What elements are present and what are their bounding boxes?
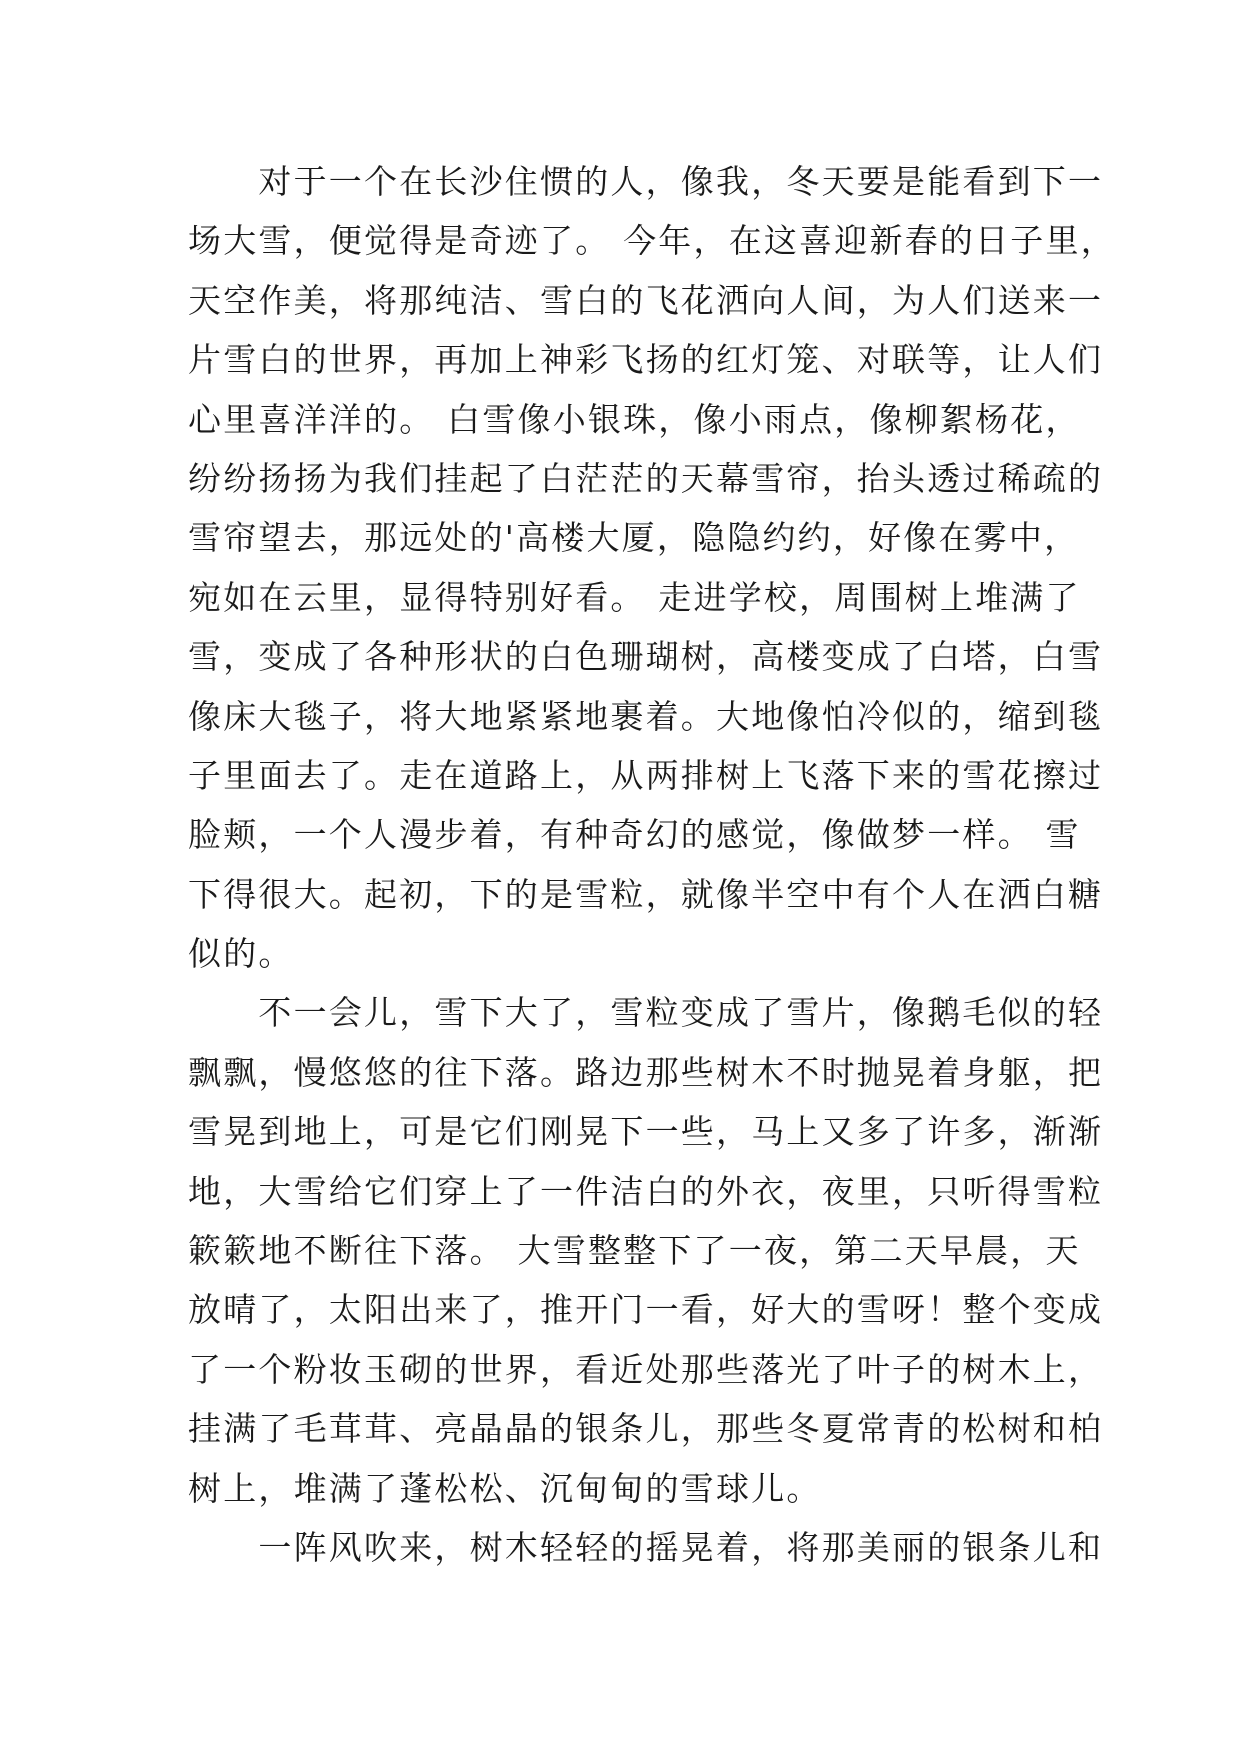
text-line: 飘飘，慢悠悠的往下落。路边那些树木不时抛晃着身躯，把 [188, 1052, 1104, 1092]
text-line: 片雪白的世界，再加上神彩飞扬的红灯笼、对联等，让人们 [188, 340, 1104, 380]
text-line: 似的。 [188, 934, 294, 974]
text-line: 子里面去了。走在道路上，从两排树上飞落下来的雪花擦过 [188, 755, 1104, 795]
text-line: 放晴了，太阳出来了，推开门一看，好大的雪呀！整个变成 [188, 1290, 1104, 1330]
body-text [188, 152, 1116, 1577]
text-line: 挂满了毛茸茸、亮晶晶的银条儿，那些冬夏常青的松树和柏 [188, 1409, 1104, 1449]
text-line: 树上，堆满了蓬松松、沉甸甸的雪球儿。 [188, 1468, 822, 1508]
text-line: 场大雪，便觉得是奇迹了。 今年，在这喜迎新春的日子里， [188, 221, 1116, 261]
text-line: 宛如在云里，显得特别好看。 走进学校，周围树上堆满了 [188, 577, 1081, 617]
text-line: 雪帘望去，那远处的'高楼大厦，隐隐约约，好像在雾中， [188, 518, 1080, 558]
text-line: 雪，变成了各种形状的白色珊瑚树，高楼变成了白塔，白雪 [188, 637, 1104, 677]
text-line: 了一个粉妆玉砌的世界，看近处那些落光了叶子的树木上， [188, 1349, 1104, 1389]
text-line: 不一会儿，雪下大了，雪粒变成了雪片，像鹅毛似的轻 [188, 993, 1104, 1033]
text-line: 对于一个在长沙住惯的人，像我，冬天要是能看到下一 [188, 162, 1104, 201]
text-line: 下得很大。起初，下的是雪粒，就像半空中有个人在洒白糖 [188, 874, 1104, 914]
text-line: 天空作美，将那纯洁、雪白的飞花洒向人间，为人们送来一 [188, 280, 1104, 320]
text-line: 像床大毯子，将大地紧紧地裹着。大地像怕冷似的，缩到毯 [188, 696, 1104, 736]
text-line: 心里喜洋洋的。 白雪像小银珠，像小雨点，像柳絮杨花， [188, 399, 1081, 439]
text-line: 纷纷扬扬为我们挂起了白茫茫的天幕雪帘，抬头透过稀疏的 [188, 458, 1104, 498]
text-line: 脸颊，一个人漫步着，有种奇幻的感觉，像做梦一样。 雪 [188, 815, 1081, 855]
text-line: 雪晃到地上，可是它们刚晃下一些，马上又多了许多，渐渐 [188, 1112, 1104, 1152]
text-line: 一阵风吹来，树木轻轻的摇晃着，将那美丽的银条儿和 [188, 1527, 1104, 1567]
text-line: 簌簌地不断往下落。 大雪整整下了一夜，第二天早晨，天 [188, 1231, 1081, 1271]
text-line: 地，大雪给它们穿上了一件洁白的外衣，夜里，只听得雪粒 [188, 1171, 1104, 1211]
